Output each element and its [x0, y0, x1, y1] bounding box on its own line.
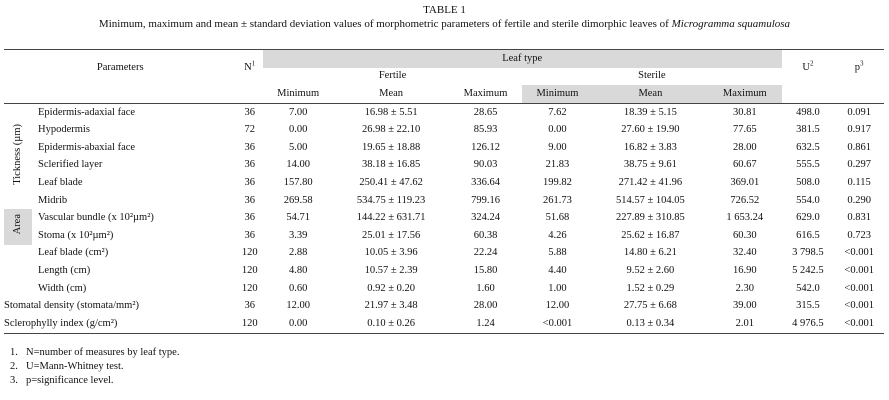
cell-s-max: 1 653.24	[726, 212, 764, 224]
cell-n: 36	[244, 194, 255, 206]
cell-f-min: 4.80	[288, 264, 308, 276]
header-parameters: Parameters	[96, 61, 144, 73]
cell-s-mean: 1.52 ± 0.29	[626, 282, 675, 294]
cell-s-max: 32.40	[732, 247, 757, 259]
cell-p: 0.115	[847, 176, 871, 188]
cell-n: 36	[244, 300, 255, 312]
cell-f-min: 269.58	[283, 194, 313, 206]
cell-s-min: 4.40	[548, 264, 567, 276]
cell-p: 0.917	[847, 124, 871, 136]
header-leaf-type: Leaf type	[263, 50, 782, 68]
cell-f-mean: 38.18 ± 16.85	[361, 159, 421, 171]
cell-f-max: 28.00	[473, 300, 498, 312]
param-label: Midrib	[38, 194, 68, 206]
cell-f-mean: 0.92 ± 0.20	[367, 282, 415, 294]
cell-p: <0.001	[844, 247, 874, 259]
cell-s-min: 7.62	[548, 106, 567, 118]
cell-s-min: 0.00	[548, 124, 567, 136]
param-label: Hypodermis	[38, 124, 90, 136]
cell-s-min: 12.00	[545, 300, 570, 312]
cell-f-min: 157.80	[283, 176, 313, 188]
table-body	[4, 103, 884, 333]
cell-u: 616.5	[796, 229, 820, 241]
table-row	[4, 315, 884, 333]
cell-f-max: 15.80	[473, 264, 498, 276]
cell-u: 554.0	[796, 194, 820, 206]
cell-s-mean: 18.39 ± 5.15	[623, 106, 677, 118]
cell-n: 36	[244, 176, 255, 188]
cell-s-max: 60.30	[732, 229, 757, 241]
cell-u: 632.5	[796, 141, 820, 153]
cell-s-min: 51.68	[545, 212, 570, 224]
cell-s-max: 60.67	[732, 159, 757, 171]
cell-f-mean: 25.01 ± 17.56	[361, 229, 421, 241]
param-label: Sclerophylly index (g/cm²)	[4, 317, 118, 329]
table-row	[4, 121, 884, 139]
table-row	[4, 174, 884, 192]
cell-s-max: 30.81	[732, 106, 757, 118]
cell-u: 629.0	[796, 212, 820, 224]
cell-u: 542.0	[796, 282, 820, 294]
table-row	[4, 297, 884, 315]
cell-f-max: 60.38	[473, 229, 498, 241]
cell-p: <0.001	[844, 264, 874, 276]
cell-s-max: 77.65	[732, 124, 757, 136]
header-n: $N^1$	[244, 59, 256, 73]
footnotes	[10, 346, 179, 388]
cell-u: 3 798.5	[792, 247, 824, 259]
cell-p: <0.001	[844, 317, 874, 329]
table-subtitle	[0, 18, 889, 31]
cell-f-mean: 144.22 ± 631.71	[356, 212, 426, 224]
cell-s-mean: 271.42 ± 41.96	[618, 176, 683, 188]
cell-f-min: 12.00	[286, 300, 310, 312]
cell-n: 36	[244, 229, 255, 241]
cell-u: 555.5	[796, 159, 820, 171]
table-row	[4, 139, 884, 157]
group-label-area: Area	[4, 209, 32, 244]
cell-f-min: 3.39	[288, 229, 308, 241]
cell-f-mean: 534.75 ± 119.23	[356, 194, 426, 206]
cell-f-mean: 10.57 ± 2.39	[364, 264, 418, 276]
param-label: Stoma (x 10²µm²)	[38, 229, 114, 241]
table-row	[4, 227, 884, 245]
cell-f-min: 5.00	[288, 141, 308, 153]
cell-p: 0.831	[847, 212, 871, 224]
header-fertile: Fertile	[378, 70, 407, 82]
param-label: Width (cm)	[38, 282, 87, 294]
cell-f-mean: 250.41 ± 47.62	[359, 176, 423, 188]
cell-f-max: 22.24	[473, 247, 498, 259]
param-label: Epidermis-adaxial face	[38, 106, 136, 118]
cell-f-min: 7.00	[288, 106, 308, 118]
cell-u: 498.0	[796, 106, 820, 118]
table-row	[4, 262, 884, 280]
cell-n: 36	[244, 159, 255, 171]
cell-p: 0.723	[847, 229, 871, 241]
cell-s-min: 5.88	[548, 247, 567, 259]
cell-f-max: 799.16	[471, 194, 500, 206]
cell-f-mean: 0.10 ± 0.26	[367, 317, 415, 329]
species-name: Microgramma squamulosa	[671, 18, 791, 30]
cell-n: 72	[244, 124, 255, 136]
cell-n: 120	[241, 247, 258, 259]
cell-s-min: 1.00	[548, 282, 567, 294]
header-sterile-min: Minimum	[522, 85, 593, 103]
cell-s-mean: 38.75 ± 9.61	[623, 159, 677, 171]
header-fertile-max: Maximum	[463, 87, 508, 99]
param-label: Leaf blade	[38, 176, 83, 188]
cell-f-max: 324.24	[471, 212, 500, 224]
cell-p: 0.861	[847, 141, 871, 153]
table-row	[4, 192, 884, 210]
cell-f-max: 90.03	[473, 159, 498, 171]
cell-f-mean: 10.05 ± 3.96	[364, 247, 418, 259]
cell-n: 36	[244, 212, 255, 224]
cell-s-max: 39.00	[732, 300, 757, 312]
cell-s-mean: 514.57 ± 104.05	[616, 194, 685, 206]
param-label: Epidermis-abaxial face	[38, 141, 136, 153]
cell-f-min: 0.00	[288, 317, 308, 329]
cell-u: 315.5	[796, 300, 820, 312]
footnote: 1. N=number of measures by leaf type.	[10, 347, 180, 358]
cell-n: 36	[244, 141, 255, 153]
cell-u: 5 242.5	[792, 264, 824, 276]
param-label: Length (cm)	[38, 264, 91, 276]
cell-n: 36	[244, 106, 255, 118]
cell-u: 508.0	[796, 176, 820, 188]
cell-f-min: 14.00	[286, 159, 310, 171]
header-u: $U^2$	[802, 59, 814, 73]
cell-s-max: 28.00	[732, 141, 757, 153]
table-row	[4, 103, 884, 121]
param-label: Vascular bundle (x 10²µm²)	[38, 212, 154, 224]
cell-s-min: 21.83	[545, 159, 570, 171]
cell-f-min: 54.71	[286, 212, 310, 224]
table-row	[4, 245, 884, 263]
cell-p: 0.290	[847, 194, 871, 206]
cell-f-mean: 19.65 ± 18.88	[361, 141, 421, 153]
cell-s-min: 261.73	[543, 194, 572, 206]
cell-f-min: 2.88	[288, 247, 308, 259]
cell-n: 120	[241, 264, 258, 276]
header-fertile-mean: Mean	[379, 87, 404, 99]
footnote: 3. p=significance level.	[10, 375, 114, 386]
header-p: $p^3$	[854, 59, 864, 73]
cell-s-min: 199.82	[543, 176, 572, 188]
cell-u: 381.5	[796, 124, 820, 136]
cell-p: <0.001	[844, 300, 874, 312]
cell-f-max: 336.64	[471, 176, 500, 188]
header-fertile-min: Minimum	[277, 87, 320, 99]
cell-f-mean: 21.97 ± 3.48	[364, 300, 418, 312]
cell-f-min: 0.60	[288, 282, 308, 294]
table-row	[4, 157, 884, 175]
cell-s-max: 16.90	[732, 264, 757, 276]
header-sterile-mean: Mean	[593, 85, 708, 103]
param-label: Leaf blade (cm²)	[38, 247, 109, 259]
cell-f-max: 1.24	[476, 317, 495, 329]
cell-p: 0.297	[847, 159, 871, 171]
cell-s-mean: 25.62 ± 16.87	[621, 229, 680, 241]
subtitle-text: Minimum, maximum and mean ± standard deviation values of morphometric parameters of fertile and sterile dimorphic leaves of	[98, 18, 672, 30]
cell-p: <0.001	[844, 282, 874, 294]
cell-f-mean: 26.98 ± 22.10	[361, 124, 421, 136]
table-row	[4, 209, 884, 227]
cell-s-mean: 0.13 ± 0.34	[626, 317, 675, 329]
cell-f-max: 1.60	[476, 282, 495, 294]
cell-s-max: 369.01	[730, 176, 760, 188]
cell-s-max: 726.52	[730, 194, 760, 206]
cell-s-mean: 9.52 ± 2.60	[626, 264, 675, 276]
cell-s-mean: 14.80 ± 6.21	[623, 247, 677, 259]
cell-s-max: 2.30	[735, 282, 754, 294]
cell-s-min: 4.26	[548, 229, 567, 241]
table-row	[4, 280, 884, 298]
cell-s-mean: 227.89 ± 310.85	[616, 212, 685, 224]
cell-s-mean: 16.82 ± 3.83	[623, 141, 677, 153]
header-sterile: Sterile	[638, 70, 666, 82]
cell-n: 120	[241, 317, 258, 329]
param-label: Sclerified layer	[38, 159, 103, 171]
cell-u: 4 976.5	[792, 317, 824, 329]
group-label-thickness: Tickness (µm)	[12, 123, 23, 185]
cell-f-max: 28.65	[473, 106, 498, 118]
cell-f-min: 0.00	[288, 124, 308, 136]
table-title: TABLE 1	[423, 4, 466, 16]
cell-f-max: 126.12	[471, 141, 500, 153]
cell-s-max: 2.01	[735, 317, 754, 329]
cell-s-mean: 27.60 ± 19.90	[621, 124, 680, 136]
cell-p: 0.091	[847, 106, 871, 118]
cell-f-max: 85.93	[473, 124, 498, 136]
morphometric-table	[4, 49, 884, 334]
param-label: Stomatal density (stomata/mm²)	[4, 300, 139, 312]
cell-s-mean: 27.75 ± 6.68	[623, 300, 677, 312]
header-sterile-max: Maximum	[708, 85, 781, 103]
cell-s-min: 9.00	[548, 141, 567, 153]
cell-s-min: <0.001	[542, 317, 573, 329]
footnote: 2. U=Mann-Whitney test.	[10, 361, 124, 372]
cell-f-mean: 16.98 ± 5.51	[364, 106, 418, 118]
cell-n: 120	[241, 282, 258, 294]
